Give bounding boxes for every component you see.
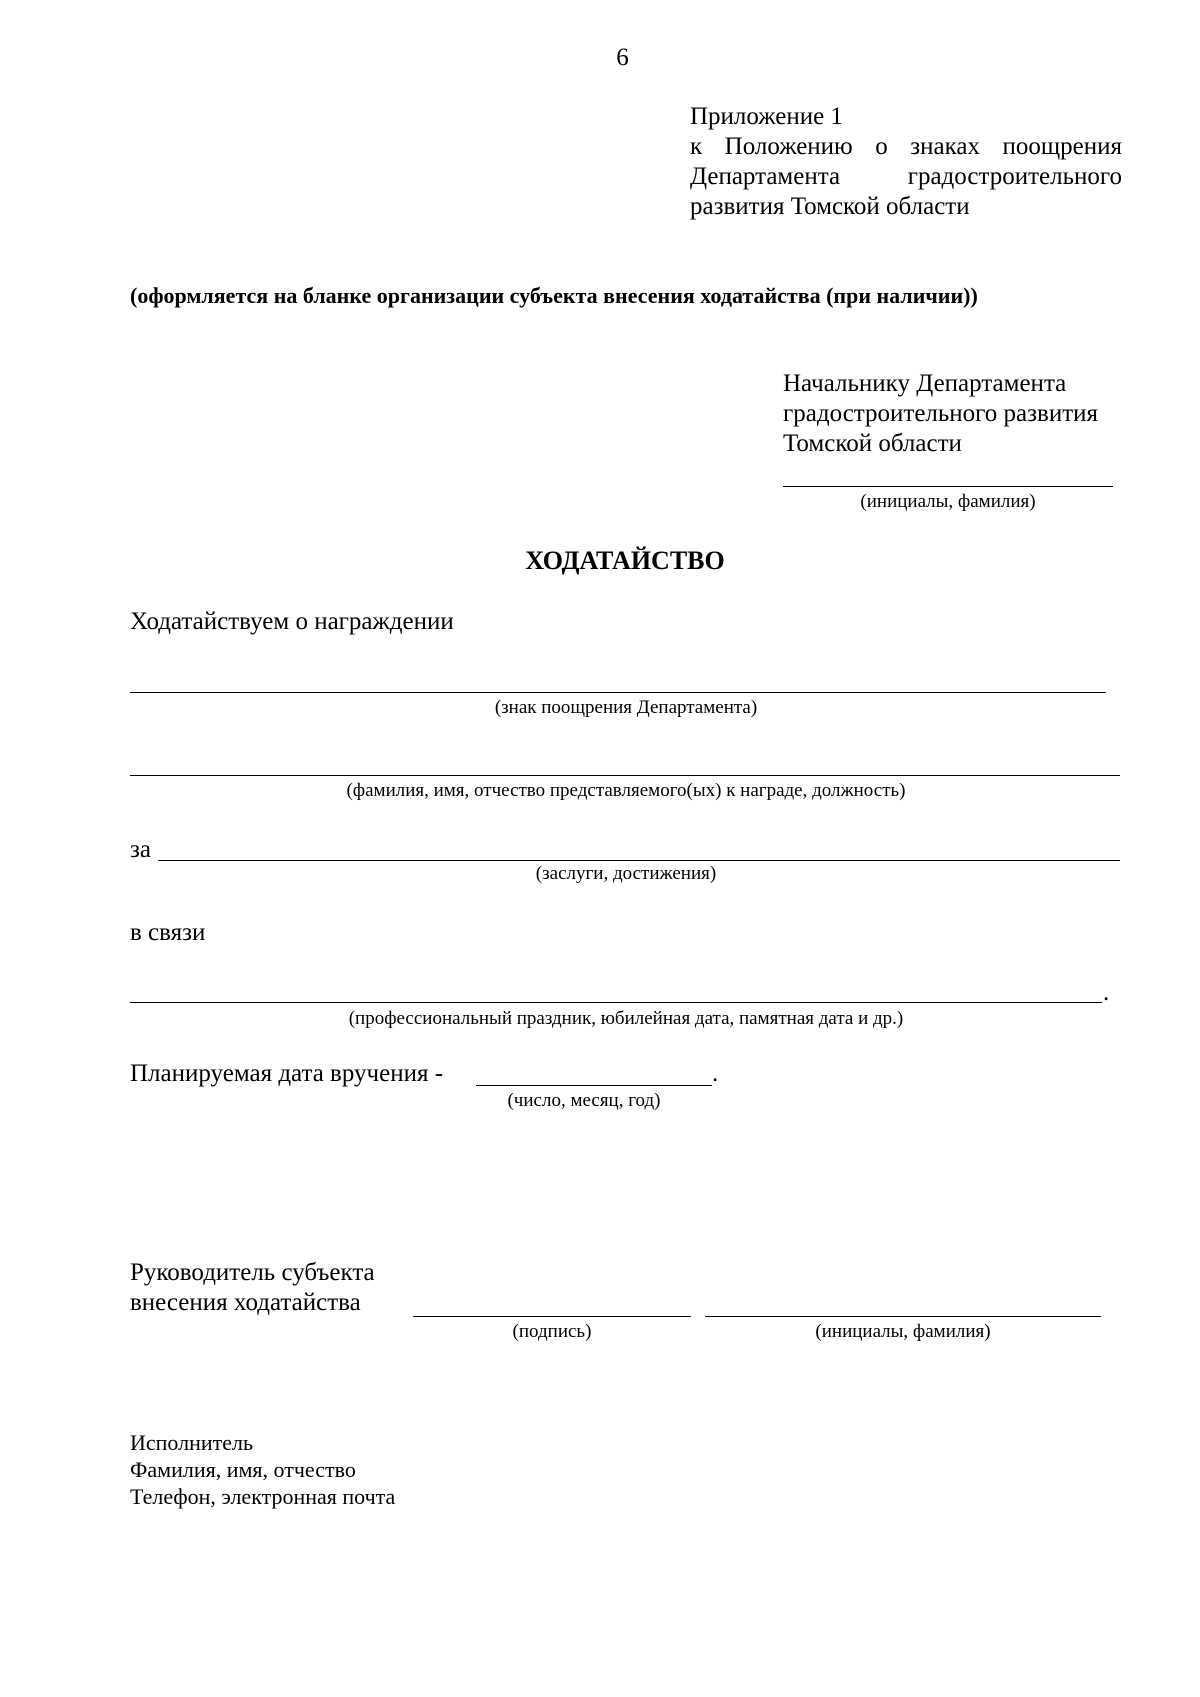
person-line <box>130 775 1120 776</box>
award-caption: (знак поощрения Департамента) <box>494 697 758 718</box>
merit-line <box>158 860 1120 861</box>
signature-line-2: внесения ходатайства <box>130 1289 361 1316</box>
executor-block <box>130 1429 395 1510</box>
reason-line <box>130 1002 1102 1003</box>
executor-line-3: Телефон, электронная почта <box>130 1484 396 1509</box>
executor-line-1: Исполнитель <box>130 1430 254 1455</box>
addressee-line-2: градостроительного развития <box>783 400 1099 427</box>
appendix-line-1: к Положению о знаках поощрения <box>690 133 1122 160</box>
merit-caption: (заслуги, достижения) <box>535 863 717 884</box>
signer-name-caption: (инициалы, фамилия) <box>815 1321 991 1342</box>
addressee-caption: (инициалы, фамилия) <box>860 491 1036 512</box>
date-caption: (число, месяц, год) <box>507 1090 661 1111</box>
signer-name-line <box>705 1316 1101 1317</box>
addressee-block <box>783 369 1143 459</box>
appendix-title: Приложение 1 <box>690 103 843 130</box>
date-label: Планируемая дата вручения - <box>130 1060 444 1087</box>
blank-note: (оформляется на бланке организации субъекта внесения ходатайства (при наличии)) <box>130 283 978 308</box>
person-caption: (фамилия, имя, отчество представляемого(ых) к награде, должность) <box>346 780 906 801</box>
document-title: ХОДАТАЙСТВО <box>525 546 725 575</box>
reason-caption: (профессиональный праздник, юбилейная дата, памятная дата и др.) <box>348 1008 904 1029</box>
addressee-name-line <box>783 486 1113 487</box>
executor-line-2: Фамилия, имя, отчество <box>130 1457 356 1482</box>
date-line <box>476 1085 712 1086</box>
reason-label: в связи <box>130 919 206 946</box>
date-period: . <box>712 1060 719 1087</box>
za-label: за <box>130 836 151 863</box>
signature-block <box>130 1258 375 1318</box>
addressee-line-3: Томской области <box>783 430 962 457</box>
addressee-line-1: Начальнику Департамента <box>783 370 1067 397</box>
page-number: 6 <box>616 44 629 71</box>
intro-text: Ходатайствуем о награждении <box>130 608 454 635</box>
signature-line-1: Руководитель субъекта <box>130 1259 375 1286</box>
sign-line <box>413 1316 691 1317</box>
sign-caption: (подпись) <box>512 1321 592 1342</box>
reason-period: . <box>1103 979 1110 1006</box>
appendix-line-2: Департамента градостроительного <box>690 163 1122 190</box>
appendix-line-3: развития Томской области <box>690 193 970 220</box>
appendix-block <box>690 102 1122 222</box>
award-line <box>130 692 1106 693</box>
